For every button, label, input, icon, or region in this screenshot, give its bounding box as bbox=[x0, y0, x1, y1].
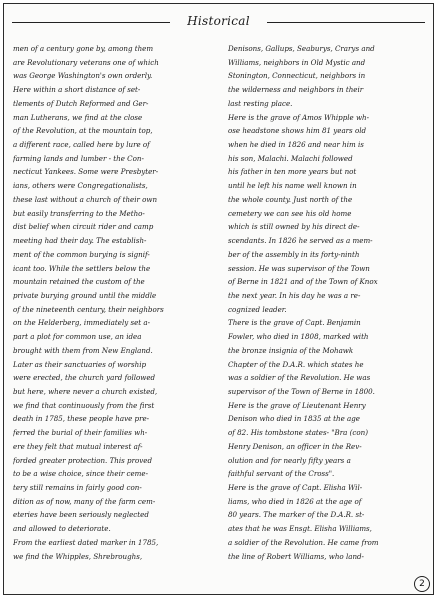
right-column-line: Henry Denison, an officer in the Rev- bbox=[228, 441, 362, 451]
right-column-line: Chapter of the D.A.R. which states he bbox=[228, 359, 364, 369]
right-column-line: cognized leader. bbox=[228, 304, 287, 314]
left-column-line: men of a century gone by, among them bbox=[13, 44, 154, 53]
left-column-line: tlements of Dutch Reformed and Ger- bbox=[13, 98, 149, 108]
right-column-line: liams, who died in 1826 at the age of bbox=[228, 496, 362, 506]
right-column-line: Stonington, Connecticut, neighbors in bbox=[228, 71, 366, 81]
right-column-line: which is still owned by his direct de- bbox=[228, 222, 360, 232]
left-column-line: and allowed to deteriorate. bbox=[13, 524, 111, 534]
left-column-line: but here, where never a church existed, bbox=[13, 386, 158, 396]
left-column-line: ians, others were Congregationalists, bbox=[13, 181, 148, 191]
left-column-line: was George Washington's own orderly. bbox=[13, 71, 153, 81]
header-rule-right bbox=[267, 22, 425, 23]
right-column-line: faithful servant of the Cross". bbox=[228, 469, 335, 479]
right-column-line: until he left his name well known in bbox=[228, 181, 357, 191]
right-column-line: ose headstone shows him 81 years old bbox=[228, 126, 367, 136]
left-column-line: meeting had their day. The establish- bbox=[13, 236, 147, 246]
right-column-line: Fowler, who died in 1808, marked with bbox=[228, 332, 369, 342]
right-column-line: his son, Malachi. Malachi followed bbox=[228, 153, 353, 163]
left-column-line: forded greater protection. This proved bbox=[13, 455, 152, 465]
right-column-line: Here is the grave of Amos Whipple wh- bbox=[228, 112, 370, 122]
left-column-line: farming lands and lumber - the Con- bbox=[13, 153, 144, 163]
left-column-line: tery still remains in fairly good con- bbox=[13, 483, 142, 492]
left-column-line: we find that continuously from the first bbox=[13, 400, 155, 410]
right-column-line: the whole county. Just north of the bbox=[228, 194, 353, 204]
right-column-line: was a soldier of the Revolution. He was bbox=[228, 373, 371, 383]
left-column-line: ferred the burial of their families wh- bbox=[13, 428, 148, 438]
right-column-line: the next year. In his day he was a re- bbox=[228, 290, 361, 300]
right-column bbox=[228, 42, 426, 563]
left-column-line: Here within a short distance of set- bbox=[13, 85, 141, 95]
left-column-line: ere they felt that mutual interest af- bbox=[13, 441, 143, 451]
right-column-line: Denisons, Gallups, Seaburys, Crarys and bbox=[228, 44, 375, 53]
right-column-line: olution and for nearly fifty years a bbox=[228, 455, 351, 465]
left-column-line: to be a wise choice, since their ceme- bbox=[13, 469, 148, 479]
left-column-line: are Revolutionary veterans one of which bbox=[13, 57, 159, 67]
left-column-line: ment of the common burying is signif- bbox=[13, 249, 150, 259]
right-column-line: Here is the grave of Capt. Elisha Wil- bbox=[228, 483, 363, 492]
right-column-line: ates that he was Ensgt. Elisha Williams, bbox=[228, 524, 372, 534]
left-column-line: dition as of now, many of the farm cem- bbox=[13, 496, 156, 506]
right-column-line: There is the grave of Capt. Benjamin bbox=[228, 318, 361, 328]
left-column-line: but easily transferring to the Metho- bbox=[13, 208, 145, 218]
right-column-line: when he died in 1826 and near him is bbox=[228, 140, 364, 150]
left-column bbox=[13, 42, 211, 563]
left-column-line: dist belief when circuit rider and camp bbox=[13, 222, 154, 232]
right-column-line: Denison who died in 1835 at the age bbox=[228, 414, 361, 424]
left-column-line: on the Helderberg, immediately set a- bbox=[13, 318, 151, 328]
page-title: Historical bbox=[187, 14, 250, 28]
left-column-line: mountain retained the custom of the bbox=[13, 277, 145, 287]
left-column-line: part a plot for common use, an idea bbox=[13, 332, 142, 342]
left-column-line: icant too. While the settlers below the bbox=[13, 263, 151, 273]
left-column-line: Later as their sanctuaries of worship bbox=[13, 359, 147, 369]
left-column-line: of the nineteenth century, their neighbors bbox=[13, 304, 164, 314]
document-page bbox=[3, 3, 434, 595]
right-column-line: last resting place. bbox=[228, 98, 293, 108]
right-column-line: scendants. In 1826 he served as a mem- bbox=[228, 236, 373, 246]
right-column-line: 80 years. The marker of the D.A.R. st- bbox=[228, 510, 365, 520]
left-column-line: death in 1785, these people have pre- bbox=[13, 414, 150, 424]
page-header bbox=[12, 14, 425, 30]
right-column-line: his father in ten more years but not bbox=[228, 167, 357, 177]
right-column-line: ber of the assembly in its forty-ninth bbox=[228, 249, 360, 259]
right-column-line: the line of Robert Williams, who land- bbox=[228, 551, 364, 561]
right-column-line: of Berne in 1821 and of the Town of Knox bbox=[228, 277, 378, 287]
right-column-line: Here is the grave of Lieutenant Henry bbox=[228, 400, 366, 410]
right-column-line: the wilderness and neighbors in their bbox=[228, 85, 364, 95]
right-column-line: session. He was supervisor of the Town bbox=[228, 263, 370, 273]
right-column-line: cemetery we can see his old home bbox=[228, 208, 352, 218]
right-column-line: supervisor of the Town of Berne in 1800. bbox=[228, 386, 375, 396]
left-column-line: eteries have been seriously neglected bbox=[13, 510, 149, 520]
right-column-line: a soldier of the Revolution. He came from bbox=[228, 537, 379, 547]
left-column-line: of the Revolution, at the mountain top, bbox=[13, 126, 153, 136]
left-column-line: a different race, called here by lure of bbox=[13, 140, 150, 150]
right-column-line: the bronze insignia of the Mohawk bbox=[228, 345, 354, 355]
left-column-line: man Lutherans, we find at the close bbox=[13, 112, 143, 122]
page-number: 2 bbox=[414, 576, 430, 592]
left-column-line: private burying ground until the middle bbox=[13, 290, 157, 300]
left-column-line: were erected, the church yard followed bbox=[13, 373, 156, 383]
left-column-line: necticut Yankees. Some were Presbyter- bbox=[13, 167, 159, 177]
left-column-line: From the earliest dated marker in 1785, bbox=[13, 537, 159, 547]
left-column-line: these last without a church of their own bbox=[13, 194, 158, 204]
left-column-line: brought with them from New England. bbox=[13, 345, 153, 355]
left-column-line: we find the Whipples, Shrebroughs, bbox=[13, 551, 143, 561]
right-column-line: Williams, neighbors in Old Mystic and bbox=[228, 57, 366, 67]
right-column-line: of 82. His tombstone states- "Bra (con) bbox=[228, 428, 368, 438]
